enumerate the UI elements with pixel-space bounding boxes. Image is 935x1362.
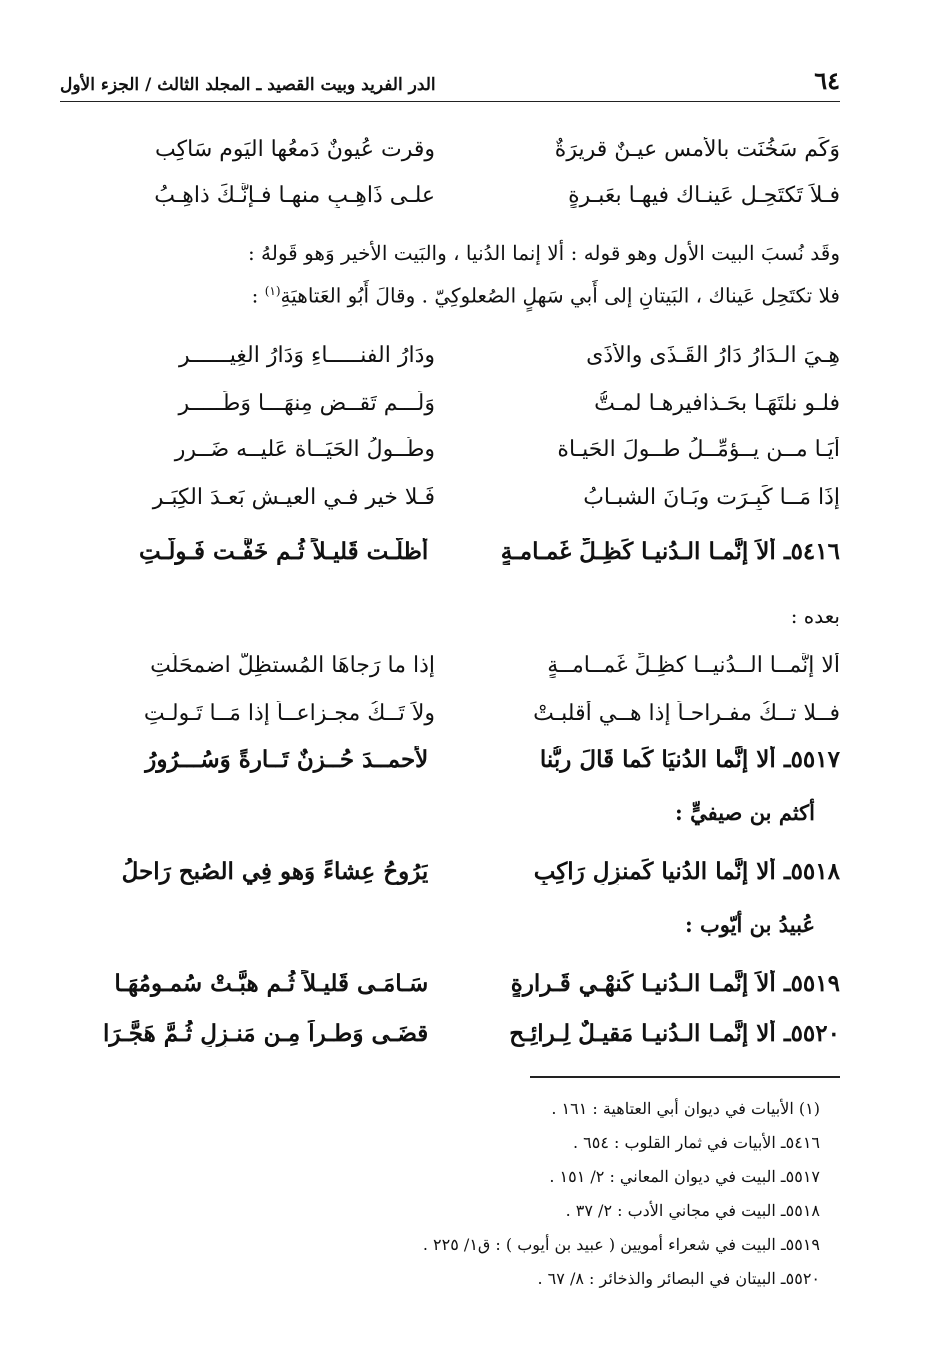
poet-label-ubaid: عُبيدُ بن أيّوب : [684,912,815,937]
entry-number: ٥٥٢٠ـ [783,1019,840,1047]
baadahu-label: بعده : [790,604,840,628]
hemistich-text: أَلاَ إِنَّمـا الـدُنيـا كَنهْـي قَـرارةٍ [510,969,776,997]
second-hemistich: أظلَّـت قَليـلاً ثُـم خَفَّـت فَـولَّـتِ [139,537,429,565]
verse-line [95,426,840,472]
entry-number: ٥٤١٦ـ [783,537,840,565]
verse-line [95,690,840,736]
footnote: ٥٥١٨ـ البيت في مجاني الأدب : ٢/ ٣٧ . [565,1201,820,1220]
first-hemistich: فـلاَ تَكتَحِـل عَينـاك فيهـا بعَبـرةٍ [568,182,840,208]
first-hemistich [428,746,840,773]
prose-line [75,272,840,315]
hemistich-text: أَلاَ إِنَّمـا الـدُنيـا كَظِـلِّ غَمـامـةٍ [500,537,776,565]
first-hemistich: فــلا تــكُ مفـراحـاً إذا هــي أقلبـتْ [533,700,840,726]
running-title: الدر الفريد وبيت القصيد ـ المجلد الثالث / الجزء الأول [60,75,436,95]
prose-line: وقَد نُسبَ البيت الأول وهو قوله : ألا إنما الدُنيا ، والبَيت الأخير وَهو قَولهُ : [247,241,840,265]
second-hemistich: فَـلا خير فـي العيـش بَعـدَ الكِبَـر [152,484,435,510]
second-hemistich: إذا ما رَجاهَا المُستظِلُّ اضمحَلَّتِ [150,652,435,678]
entry-number: ٥٥١٩ـ [783,969,840,997]
prose-paragraph [75,234,840,315]
second-hemistich: يَرُوحُ عِشاءً وَهو فِي الصُبحِ رَاحلُ [121,857,429,885]
entry-number: ٥٥١٨ـ [783,857,840,885]
hemistich-text: أَلا إِنَّما الدُنيا كَمنزِلِ رَاكِبٍ [533,857,776,885]
verse-entry-5517 [95,736,840,782]
verse-entry-5416 [95,528,840,574]
verse-line [95,474,840,520]
second-hemistich: لأَحمــدَ حُــزنٌ تَــارةً وَسُـــرُورُ [145,745,429,773]
footnote: (١) الأبيات في ديوان أبي العتاهية : ١٦١ . [551,1099,820,1118]
verse-line [95,126,840,172]
first-hemistich [428,858,840,885]
footnote-ref[interactable]: (١) [264,284,281,298]
first-hemistich [428,538,840,565]
second-hemistich: سَـامَـى قَليـلاً ثُـم هبَّـتْ سُمـومُهَـا [114,969,429,997]
footnote-divider [530,1076,840,1078]
footnote: ٥٥١٩ـ البيت في شعراء أمويين ( عبيد بن أيوب ) : ق١/ ٢٢٥ . [422,1235,820,1254]
verse-entry-5520 [95,1010,840,1056]
first-hemistich: فلـو نلتَهَـا بحَـذافيرِهـا لمـتُّ [594,390,840,416]
first-hemistich: إِذَا مَــا كَبِـرَت وبَـانَ الشبـابُ [583,484,840,510]
second-hemistich: ودَارُ الفنـــــاءِ وَدَارُ الغِيــــــر [178,342,435,368]
second-hemistich: علـى ذَاهِـبٍ منهـا فـإنَّـكَ ذاهِـبُ [154,182,435,208]
second-hemistich: وطُــولُ الحَيَــاة عَليــه ضَــرر [174,436,435,462]
prose-line-end: : [251,283,265,308]
verse-line [95,172,840,218]
verse-line [95,642,840,688]
second-hemistich: وقرت عُيونٌ دَمعُها اليَوم سَاكِب [155,136,435,162]
second-hemistich: قضَـى وَطـراً مِـن مَنـزِلٍ ثُـمَّ هَجَّـرَا [102,1019,429,1047]
footnotes [330,1092,820,1296]
page-number: ٦٤ [814,66,840,95]
hemistich-text: أَلا إِنَّمـا الـدُنيـا مَقيـلٌ لِـرائِـحٍ [509,1019,776,1047]
verse-line [95,332,840,378]
first-hemistich: أَلا إِنَّمــا الــدُنيــا كظِـلِّ غَمــامــةٍ [547,652,840,678]
first-hemistich: أيَـا مــن يــؤمِّــلُ طــولَ الحَيـاة [557,436,840,462]
first-hemistich [428,1020,840,1047]
entry-number: ٥٥١٧ـ [783,745,840,773]
second-hemistich: وَلَـــم تَقــض مِنهَـــا وَطَـــــر [178,390,435,416]
first-hemistich: هِـيَ الـدَارُ دَارُ القَـذَى والأذَى [586,342,840,368]
second-hemistich: ولاَ تَــكُ مجـزاعــاً إذا مَــا تَـولـتِ [143,700,435,726]
first-hemistich [428,970,840,997]
first-hemistich: وَكَم سَخُنَت بالأمسِ عيـنٌ قريرَةٌ [554,136,840,162]
verse-entry-5518 [95,848,840,894]
prose-line-text: فلا تكتَحِل عَيناك ، البَيتانِ إلى أَبي سَهلٍ الصُعلوكِيّ . وقالَ أَبُو العَتاهيَةِ [280,283,840,308]
hemistich-text: أَلا إِنَّما الدُنيَا كَما قَالَ ربُّنا [539,745,776,773]
poet-label-aktham: أكثم بن صيفيٍّ : [675,800,815,825]
verse-line [95,380,840,426]
footnote: ٥٤١٦ـ الأبيات في ثمار القلوب : ٦٥٤ . [572,1133,820,1152]
page-header [60,58,840,102]
footnote: ٥٥١٧ـ البيت في ديوان المعاني : ٢/ ١٥١ . [549,1167,820,1186]
footnote: ٥٥٢٠ـ البيتان في البصائر والذخائر : ٨/ ٦٧ . [537,1269,820,1288]
verse-entry-5519 [95,960,840,1006]
